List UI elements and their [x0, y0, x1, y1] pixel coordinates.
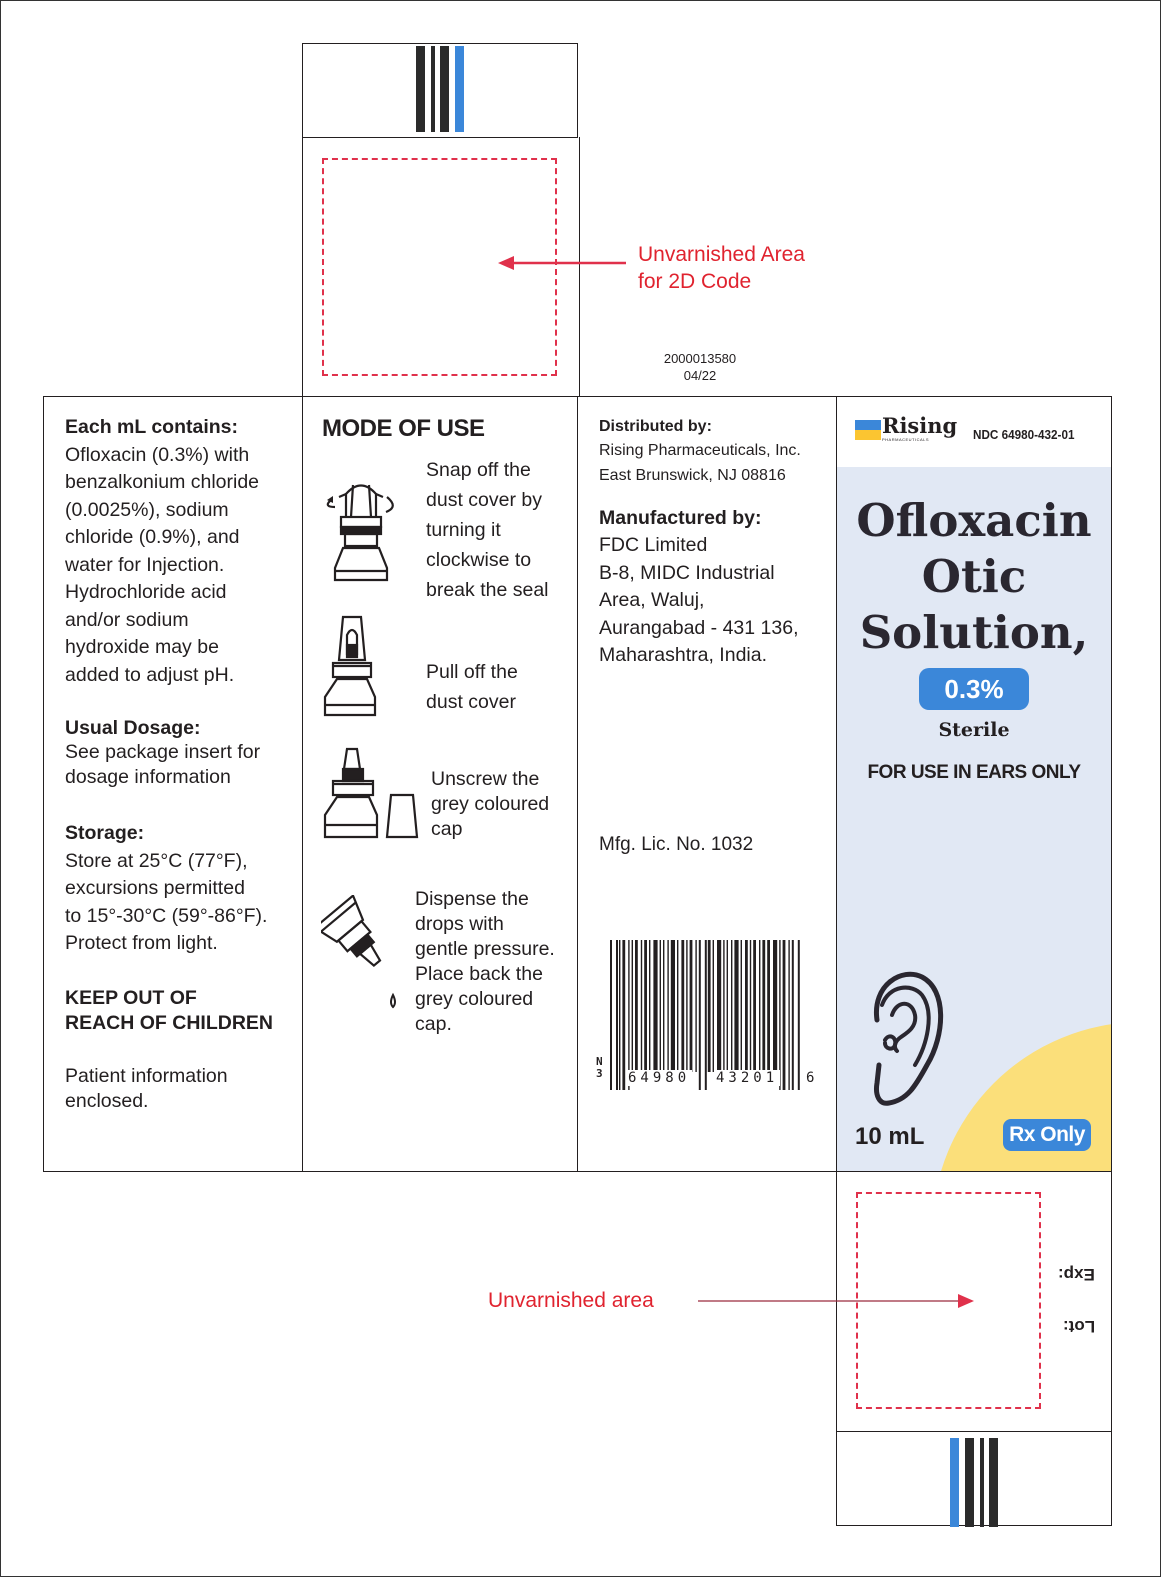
storage-line: to 15°-30°C (59°-86°F).: [65, 904, 268, 927]
barcode-bar: [610, 940, 612, 1090]
storage-line: Store at 25°C (77°F),: [65, 849, 248, 872]
dosage-heading: Usual Dosage:: [65, 717, 201, 739]
barcode-bar: [616, 940, 618, 1090]
unvarnished-2d-label: Unvarnished Area for 2D Code: [638, 243, 805, 293]
barcode-bar: [649, 940, 650, 1072]
barcode-bar: [660, 940, 661, 1072]
arrow-right-icon: [698, 1292, 978, 1310]
barcode-bar: [783, 940, 786, 1090]
barcode-bar: [745, 940, 748, 1072]
barcode-bar: [622, 940, 625, 1090]
barcode-bar: [690, 940, 693, 1072]
barcode-bar: [713, 940, 714, 1072]
lot-label: Lot:: [1063, 1317, 1096, 1336]
barcode-bar: [792, 940, 794, 1090]
manufacturer-line: Area, Waluj,: [599, 589, 705, 611]
barcode-bar: [644, 940, 647, 1072]
distribution-panel: [577, 396, 837, 1172]
distributor-line: East Brunswick, NJ 08816: [599, 467, 786, 484]
barcode-bar: [681, 940, 684, 1072]
barcode-bar: [788, 940, 789, 1090]
brand-name: Rising: [882, 413, 958, 438]
manufacturer-line: B-8, MIDC Industrial: [599, 561, 775, 584]
contains-line: chloride (0.9%), and: [65, 526, 240, 548]
bottom-flap-barcode-strip: [836, 1431, 1112, 1526]
step-2-text: Pull off the dust cover: [426, 661, 518, 713]
ear-icon: [867, 965, 947, 1115]
arrow-left-icon: [498, 254, 628, 272]
barcode-bar: [671, 940, 675, 1072]
distributed-heading: Distributed by:: [599, 418, 712, 435]
storage-line: Protect from light.: [65, 932, 218, 954]
contains-heading: Each mL contains:: [65, 416, 239, 438]
barcode-bar: [708, 940, 711, 1072]
unvarnished-area-label: Unvarnished area: [488, 1289, 654, 1312]
barcode-bar: [798, 940, 800, 1090]
bottle-twist-icon: [321, 472, 401, 587]
barcode-bar: [705, 940, 707, 1090]
warning-line: KEEP OUT OF: [65, 986, 197, 1009]
strength-badge: 0.3%: [919, 668, 1029, 710]
step-1-text: Snap off the dust cover by turning it clockwise to break the seal: [426, 459, 549, 601]
upc-barcode: N 3 64980 43201 6: [596, 940, 816, 1095]
distributor-line: Rising Pharmaceuticals, Inc.: [599, 442, 801, 459]
bottle-dust-cover-icon: [321, 615, 381, 720]
contains-line: benzalkonium chloride: [65, 471, 260, 493]
code-number: 2000013580 04/22: [663, 351, 737, 383]
contains-line: Ofloxacin (0.3%) with: [65, 443, 250, 466]
barcode-bar: [628, 940, 629, 1090]
color-bars: [950, 1438, 1002, 1527]
barcode-bar: [731, 940, 732, 1072]
contains-line: Hydrochloride acid: [65, 581, 227, 603]
brand-header: [837, 397, 1111, 467]
ndc-number: NDC 64980-432-01: [973, 427, 1075, 442]
contains-line: hydroxide may be: [65, 636, 219, 658]
barcode-bar: [619, 940, 620, 1090]
mfg-license: Mfg. Lic. No. 1032: [599, 834, 754, 855]
storage-heading: Storage:: [65, 822, 145, 844]
barcode-bar: [750, 940, 751, 1072]
barcode-bar: [723, 940, 724, 1072]
barcode-bar: [773, 940, 777, 1072]
top-flap-barcode-strip: [302, 43, 578, 138]
barcode-bar: [779, 940, 780, 1090]
barcode-bar: [734, 940, 738, 1072]
warning-line: REACH OF CHILDREN: [65, 1011, 273, 1034]
barcode-bar: [653, 940, 657, 1072]
dosage-line: dosage information: [65, 766, 231, 788]
mode-of-use-panel: [302, 396, 578, 1172]
barcode-bar: [727, 940, 728, 1072]
mode-of-use-heading: MODE OF USE: [322, 415, 485, 442]
color-bars: [416, 46, 468, 132]
sterile-label: Sterile: [938, 719, 1010, 741]
barcode-group-1: 64980: [628, 1070, 691, 1086]
barcode-bar: [635, 940, 638, 1072]
volume-label: 10 mL: [855, 1123, 925, 1150]
barcode-bar: [663, 940, 664, 1072]
manufacturer-line: Maharashtra, India.: [599, 644, 768, 666]
rising-logo-icon: [855, 420, 881, 440]
left-info-panel: [43, 396, 303, 1172]
dosage-line: See package insert for: [65, 741, 261, 763]
manufactured-heading: Manufactured by:: [599, 507, 762, 529]
contains-line: (0.0025%), sodium: [65, 498, 229, 521]
barcode-bar: [762, 940, 765, 1072]
barcode-bar: [677, 940, 678, 1072]
barcode-bar: [753, 940, 756, 1072]
barcode-bar: [695, 940, 696, 1072]
product-title: Ofloxacin Otic Solution,: [856, 494, 1092, 659]
step-3-text: Unscrew the grey coloured cap: [431, 768, 550, 840]
barcode-bar: [632, 940, 633, 1072]
contains-line: added to adjust pH.: [65, 663, 235, 686]
usage-label: FOR USE IN EARS ONLY: [867, 762, 1081, 783]
rx-only-badge: Rx Only: [1003, 1119, 1091, 1151]
contains-line: and/or sodium: [65, 608, 189, 631]
barcode-bar: [699, 940, 701, 1090]
barcode-bar: [717, 940, 721, 1072]
contains-line: water for Injection.: [65, 553, 225, 576]
barcode-group-2: 43201: [716, 1070, 779, 1086]
patient-info-line: enclosed.: [65, 1089, 149, 1112]
front-panel: [836, 396, 1112, 1172]
patient-info-line: Patient information: [65, 1064, 228, 1087]
manufacturer-line: Aurangabad - 431 136,: [599, 616, 799, 639]
storage-line: excursions permitted: [65, 877, 245, 899]
bottle-dispense-icon: [321, 895, 411, 1010]
manufacturer-line: FDC Limited: [599, 534, 708, 556]
bottle-cap-off-icon: [321, 747, 421, 842]
barcode-bar: [667, 940, 668, 1072]
barcode-bar: [759, 940, 760, 1072]
barcode-bar: [641, 940, 642, 1072]
step-4-text: Dispense the drops with gentle pressure. Place back the grey coloured cap.: [415, 888, 555, 1035]
barcode-bar: [686, 940, 687, 1072]
barcode-bar: [767, 940, 770, 1072]
exp-label: Exp:: [1058, 1265, 1095, 1284]
barcode-check-digit: 6: [806, 1070, 815, 1086]
barcode-bar: [741, 940, 742, 1072]
brand-subtitle: PHARMACEUTICALS: [882, 437, 930, 442]
